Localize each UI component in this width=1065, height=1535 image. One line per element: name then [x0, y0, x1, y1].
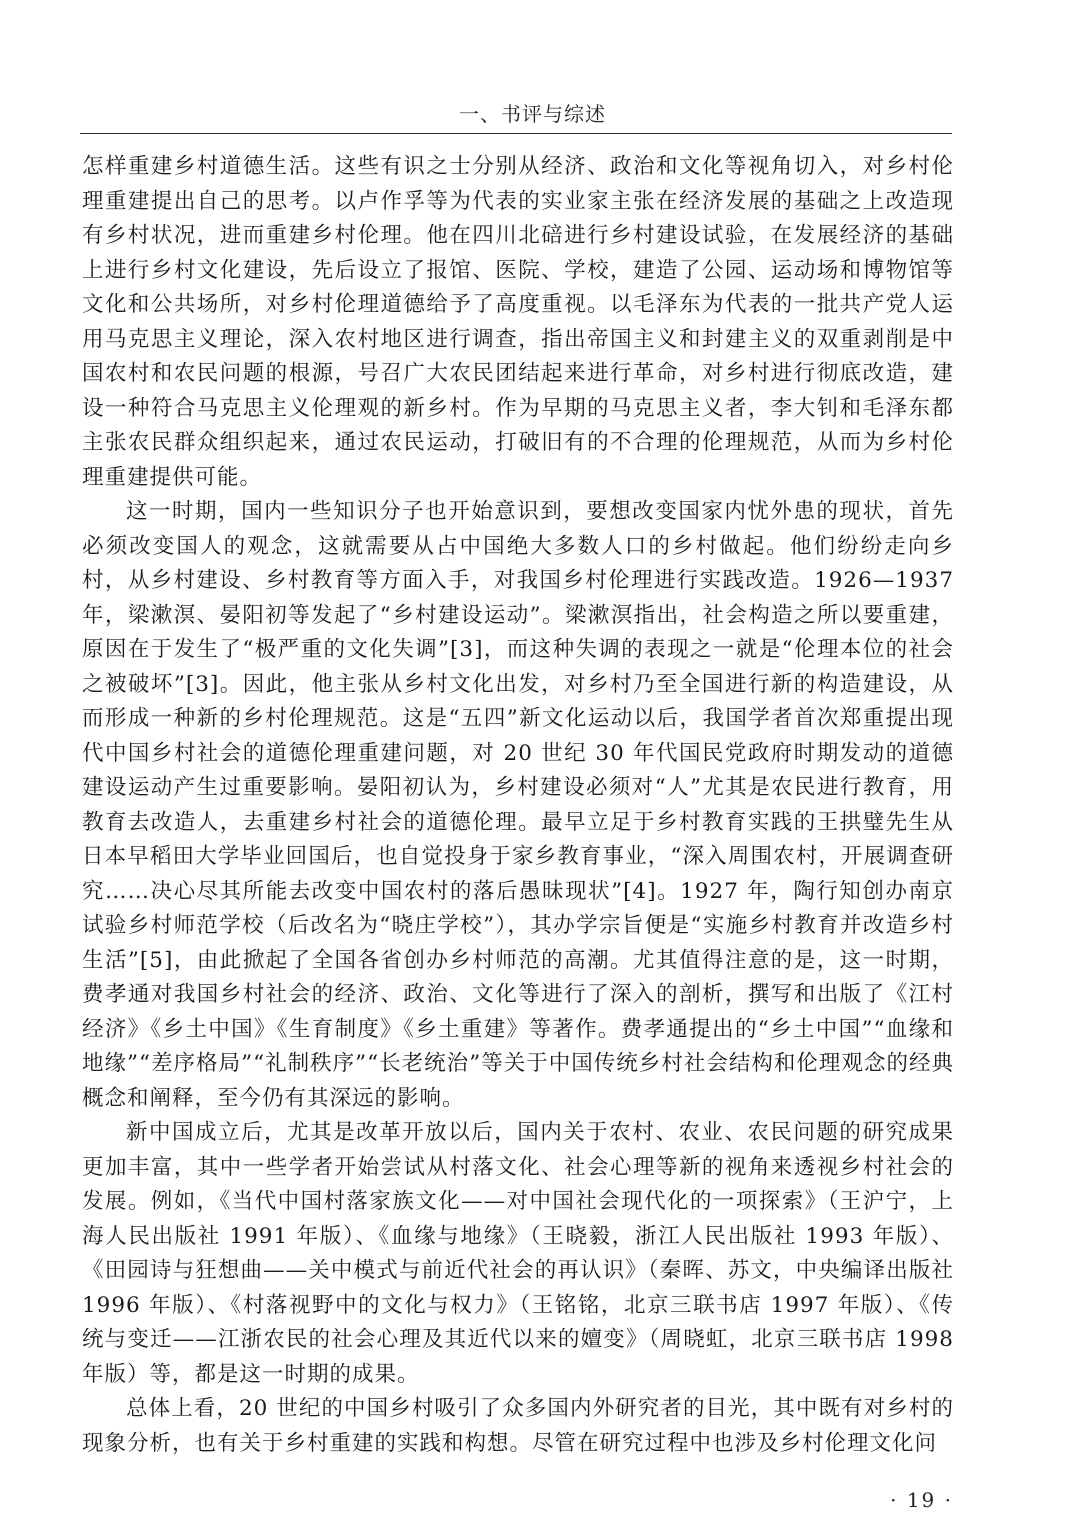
running-head: 一、书评与综述 [459, 102, 606, 126]
paragraph: 这一时期，国内一些知识分子也开始意识到，要想改变国家内忧外患的现状，首先必须改变国人的观念，这就需要从占中国绝大多数人口的乡村做起。他们纷纷走向乡村，从乡村建设、乡村教育等方面入手，对我国乡村伦理进行实践改造。1926—1937 年，梁漱溟、晏阳初等发起了“乡村建设运动”。梁漱溟指出，社会构造之所以要重建，原因在于发生了“极严重的文化失调”[3]，而这种失调的表现之一就是“伦理本位的社会之被破坏”[3]。因此，他主张从乡村文化出发，对乡村乃至全国进行新的构造建设，从而形成一种新的乡村伦理规范。这是“五四”新文化运动以后，我国学者首次郑重提出现代中国乡村社会的道德伦理重建问题，对 20 世纪 30 年代国民党政府时期发动的道德建设运动产生过重要影响。晏阳初认为，乡村建设必须对“人”尤其是农民进行教育，用教育去改造人，去重建乡村社会的道德伦理。最早立足于乡村教育实践的王拱璧先生从日本早稻田大学毕业回国后，也自觉投身于家乡教育事业，“深入周围农村，开展调查研究……决心尽其所能去改变中国农村的落后愚昧现状”[4]。1927 年，陶行知创办南京试验乡村师范学校（后改名为“晓庄学校”），其办学宗旨便是“实施乡村教育并改造乡村生活”[5]，由此掀起了全国各省创办乡村师范的高潮。尤其值得注意的是，这一时期，费孝通对我国乡村社会的经济、政治、文化等进行了深入的剖析，撰写和出版了《江村经济》《乡土中国》《生育制度》《乡土重建》等著作。费孝通提出的“乡土中国”“血缘和地缘”“差序格局”“礼制秩序”“长老统治”等关于中国传统乡村社会结构和伦理观念的经典概念和阐释，至今仍有其深远的影响。 [82, 499, 954, 1111]
paragraph: 总体上看，20 世纪的中国乡村吸引了众多国内外研究者的目光，其中既有对乡村的现象分析，也有关于乡村重建的实践和构想。尽管在研究过程中也涉及乡村伦理文化问 [82, 1396, 954, 1456]
body-text [82, 150, 954, 1461]
paragraph-continued: 怎样重建乡村道德生活。这些有识之士分别从经济、政治和文化等视角切入，对乡村伦理重建提出自己的思考。以卢作孚等为代表的实业家主张在经济发展的基础之上改造现有乡村状况，进而重建乡村伦理。他在四川北碚进行乡村建设试验，在发展经济的基础上进行乡村文化建设，先后设立了报馆、医院、学校，建造了公园、运动场和博物馆等文化和公共场所，对乡村伦理道德给予了高度重视。以毛泽东为代表的一批共产党人运用马克思主义理论，深入农村地区进行调查，指出帝国主义和封建主义的双重剥削是中国农村和农民问题的根源，号召广大农民团结起来进行革命，对乡村进行彻底改造，建设一种符合马克思主义伦理观的新乡村。作为早期的马克思主义者，李大钊和毛泽东都主张农民群众组织起来，通过农民运动，打破旧有的不合理的伦理规范，从而为乡村伦理重建提供可能。 [82, 154, 954, 490]
paragraph: 新中国成立后，尤其是改革开放以后，国内关于农村、农业、农民问题的研究成果更加丰富，其中一些学者开始尝试从村落文化、社会心理等新的视角来透视乡村社会的发展。例如，《当代中国村落家族文化——对中国社会现代化的一项探索》（王沪宁，上海人民出版社 1991 年版）、《血缘与地缘》（王晓毅，浙江人民出版社 1993 年版）、《田园诗与狂想曲——关中模式与前近代社会的再认识》（秦晖、苏文，中央编译出版社 1996 年版）、《村落视野中的文化与权力》（王铭铭，北京三联书店 1997 年版）、《传统与变迁——江浙农民的社会心理及其近代以来的嬗变》（周晓虹，北京三联书店 1998 年版）等，都是这一时期的成果。 [82, 1120, 954, 1387]
header-rule [80, 133, 952, 134]
page-number: · 19 · [890, 1488, 953, 1512]
